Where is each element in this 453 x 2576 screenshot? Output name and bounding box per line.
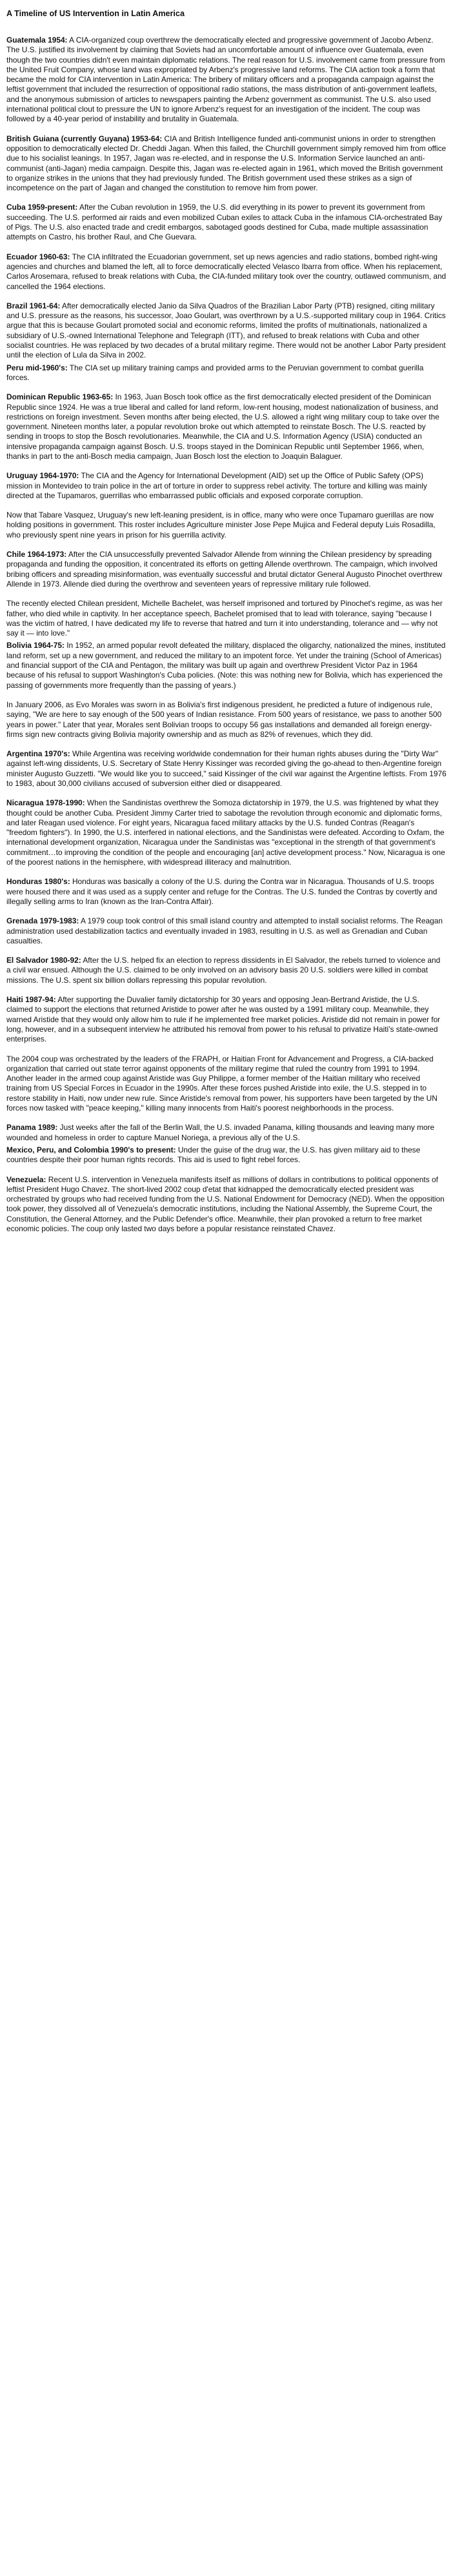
entry-text: The recently elected Chilean president, Michelle Bachelet, was herself imprisoned and tortured by Pinochet's regime, as was her father, who died while in captivity. In her acceptance speech, Bachelet promised that to lead with tolerance, saying "because I was the victim of hatred, I have dedicated my life to reverse that hatred and turn it into understanding, tolerance and — why not say it — into love." [6,599,443,638]
timeline-entry [6,471,447,501]
entry-text: The CIA and the Agency for International Development (AID) set up the Office of Public Safety (OPS) mission in Montevideo to train police in the art of torture in order to suppress rebel activity. The torture and killing was mainly directed at the Tupamaros, guerrillas who embarrassed public officials and exposed corporate corruption. [6,471,427,500]
entry-text: Just weeks after the fall of the Berlin Wall, the U.S. invaded Panama, killing thousands and leaving many more wounded and homeless in order to capture Manuel Noriega, a previous ally of the U.S. [6,1123,435,1142]
entry-heading: Venezuela: [6,1174,46,1184]
timeline-entry [6,550,447,589]
timeline-entry [6,203,447,242]
timeline-entry [6,252,447,292]
timeline-entry [6,700,447,740]
entry-heading: Haiti 1987-94: [6,995,56,1005]
entry-heading: Cuba 1959-present: [6,203,78,212]
entry-heading: Chile 1964-1973: [6,550,67,559]
document-title: A Timeline of US Intervention in Latin America [6,9,185,18]
timeline-entry [6,1054,447,1114]
timeline-entry [6,995,447,1044]
timeline-entry [6,956,447,985]
entry-text: A CIA-organized coup overthrew the democratically elected and progressive government of Jacobo Arbenz. The U.S. justified its involvement by claiming that Soviets had an uncomfortable amount of influence over Guatemala, even though the two countries didn't even maintain diplomatic relations. The real reason for U.S. involvement came from pressure from the United Fruit Company, whose land was expropriated by Arbenz's progressive land reforms. The CIA action took a form that became the mold for CIA intervention in Latin America: The bribery of military officers and a propaganda campaign against the leftist government that included the resurrection of oppositional radio stations, the mass distribution of anti-government leaflets, and the anonymous submission of articles to newspapers painting the Arbenz government as communist. The U.S. also used international political clout to pressure the UN to ignore Arbenz's request for an investigation of the incident. The coup was followed by a 40-year period of instability and brutality in Guatemala. [6,35,445,124]
entry-heading: British Guiana (currently Guyana) 1953-64: [6,134,163,143]
document-page [0,0,453,1234]
entry-text: After democratically elected Janio da Silva Quadros of the Brazilian Labor Party (PTB) resigned, citing military and U.S. pressure as the reasons, his successor, Joao Goulart, was overthrown by a U.S.-supported military coup in 1964. Critics argue that this is because Goulart promoted social and economic reforms, limited the profits of multinationals, nationalized a subsidiary of U.S.-owned International Telephone and Telegraph (ITT), and refused to break relations with Cuba and other socialist countries. He was replaced by two decades of a brutal military regime. There would not be another Labor Party president until the election of Lula da Silva in 2002. [6,301,446,360]
entry-heading: Grenada 1979-1983: [6,916,79,926]
entry-text: In January 2006, as Evo Morales was sworn in as Bolivia's first indigenous president, he predicted a future of indigenous rule, saying, "We are here to say enough of the 500 years of Indian resistance. From 500 years of resistance, we pass to another 500 years in power." Later that year, Morales sent Bolivian troops to occupy 56 gas installations and demanded all foreign energy-firms sign new contracts giving Bolivia majority ownership and as much as 82% of revenues, which they did. [6,699,442,739]
entry-text: Now that Tabare Vasquez, Uruguay's new left-leaning president, is in office, many who were once Tupamaro guerillas are now holding positions in government. This roster includes Agriculture minister Jose Pepe Mujica and Federal deputy Luis Rosadilla, who previously spent nine years in prison for his guerrilla activity. [6,510,436,539]
entry-heading: Panama 1989: [6,1123,58,1132]
entry-heading: Guatemala 1954: [6,35,68,45]
entry-text: CIA and British Intelligence funded anti-communist unions in order to strengthen opposition to democratically elected Dr. Cheddi Jagan. When this failed, the Churchill government simply removed him from office due to his socialist leanings. In 1957, Jagan was re-elected, and in response the U.S. Information Service launched an anti-communist (anti-Jagan) media campaign. Despite this, Jagan was re-elected again in 1961, which moved the British government to organize strikes in the unions that they had previously funded. The British government used these strikes as a sign of incompetence on the part of Jagan and changed the constitution to remove him from power. [6,134,447,193]
timeline-entry [6,641,447,690]
entry-text: Recent U.S. intervention in Venezuela manifests itself as millions of dollars in contributions to political opponents of leftist President Hugo Chavez. The short-lived 2002 coup d'etat that kidnapped the democratically elected president was orchestrated by groups who had received funding from the U.S. National Endowment for Democracy (NED). When the opposition took power, they dissolved all of Venezuela's democratic institutions, including the National Assembly, the Supreme Court, the Constitution, the General Attorney, and the Public Defender's office. Meanwhile, their plan provoked a return to free market economic policies. The coup only lasted two days before a popular resistance reinstated Chavez. [6,1174,445,1233]
entry-text: After the CIA unsuccessfully prevented Salvador Allende from winning the Chilean presidency by spreading propaganda and funding the opposition, it concentrated its efforts on getting Allende overthrown. The campaign, which involved bribing officers and spreading misinformation, was eventually successful and brutal dictator General Augusto Pinochet overthrew Allende in 1973. Allende died during the overthrow and seventeen years of repressive military rule followed. [6,550,443,589]
entry-heading: Peru mid-1960's: [6,363,68,372]
timeline-entry [6,599,447,638]
timeline-entry [6,1123,447,1143]
entry-heading: Uruguay 1964-1970: [6,471,79,481]
timeline-entries [6,35,447,1234]
entry-heading: Brazil 1961-64: [6,301,61,310]
timeline-entry [6,392,447,461]
entry-heading: Dominican Republic 1963-65: [6,392,114,402]
entry-text: In 1963, Juan Bosch took office as the first democratically elected president of the Dominican Republic since 1924. He was a true liberal and called for land reform, low-rent housing, modest nationalization of business, and restrictions on foreign investment. Seven months after being elected, the U.S. allowed a right wing military coup to take over the government. Nineteen months later, a popular revolution broke out which attempted to reinstate Bosch. The U.S. reacted by sending in troops to stop the Bosch revolutionaries. Meanwhile, the CIA and U.S. Information Agency (USIA) conducted an intensive propaganda campaign against Bosch. U.S. troops stayed in the Dominican Republic until September 1966, when, thanks in part to the anti-Bosch media campaign, Juan Bosch lost the election to Joaquin Balaguer. [6,392,439,461]
entry-text: A 1979 coup took control of this small island country and attempted to install socialist reforms. The Reagan administration used destabilization tactics and eventually invaded in 1983, resulting in U.S. as well as Grenadian and Cuban casualties. [6,916,443,945]
entry-text: In 1952, an armed popular revolt defeated the military, displaced the oligarchy, nationalized the mines, instituted land reform, set up a new government, and reduced the military to an impotent force. Yet under the training (School of Americas) and financial support of the CIA and Pentagon, the military was built up again and overthrew President Victor Paz in 1964 because of his refusal to support Washington's Cuba policies. (Note: this was nothing new for Bolivia, which has experienced the passing of governments more frequently than the passing of years.) [6,641,446,690]
entry-text: After the U.S. helped fix an election to repress dissidents in El Salvador, the rebels turned to violence and a civil war ensued. Although the U.S. claimed to be only involved on an advisory basis 20 U.S. soldiers were killed in combat missions. The U.S. spent six billion dollars repressing this popular revolution. [6,956,441,985]
entry-text: While Argentina was receiving worldwide condemnation for their human rights abuses during the "Dirty War" against left-wing dissidents, U.S. Secretary of State Henry Kissinger was recorded giving the go-ahead to then-Argentine foreign minister Augusto Guzzetti. "We would like you to succeed," said Kissinger of the civil war against the Argentine leftists. From 1976 to 1983, about 30,000 civilians accused of subversion either died or disappeared. [6,749,447,788]
timeline-entry [6,363,447,383]
entry-text: Under the guise of the drug war, the U.S. has given military aid to these countries despite their poor human rights records. This aid is used to fight rebel forces. [6,1145,421,1165]
entry-heading: Bolivia 1964-75: [6,641,65,650]
entry-text: The 2004 coup was orchestrated by the leaders of the FRAPH, or Haitian Front for Advancement and Progress, a CIA-backed organization that carried out state terror against opponents of the military regime that ruled the country from 1991 to 1994. Another leader in the armed coup against Aristide was Guy Philippe, a former member of the Haitian military who received training from US Special Forces in Ecuador in the 1990s. After these forces pushed Aristide into exile, the U.S. stepped in to restore stability in Haiti, now under new rule. Since Aristide's removal from power, his supporters have been targeted by the UN forces now tasked with "peace keeping," killing many innocents from Haiti's poorest neighborhoods in the process. [6,1054,438,1113]
timeline-entry [6,301,447,361]
timeline-entry [6,35,447,125]
entry-text: After the Cuban revolution in 1959, the U.S. did everything in its power to prevent its government from succeeding. The U.S. performed air raids and even mobilized Cuban exiles to attack Cuba in the infamous CIA-orchestrated Bay of Pigs. The U.S. also enacted trade and credit embargos, sabotaged goods destined for Cuba, made multiple assassination attempts on Castro, his brother Raul, and Che Guevara. [6,203,443,242]
timeline-entry [6,916,447,946]
entry-heading: Mexico, Peru, and Colombia 1990's to present: [6,1145,176,1154]
entry-heading: Nicaragua 1978-1990: [6,798,85,808]
timeline-entry [6,1145,447,1165]
entry-heading: Argentina 1970's: [6,749,70,759]
entry-text: Honduras was basically a colony of the U.S. during the Contra war in Nicaragua. Thousands of U.S. troops were housed there and it was used as a supply center and refuge for the Contras. The U.S. funded the Contras by covertly and illegally selling arms to Iran (known as the Iran-Contra Affair). [6,877,438,906]
entry-text: When the Sandinistas overthrew the Somoza dictatorship in 1979, the U.S. was frightened by what they thought could be another Cuba. President Jimmy Carter tried to sabotage the revolution through economic and diplomatic forms, and later Reagan used violence. For eight years, Nicaragua faced military attacks by the U.S. funded Contras (Reagan's "freedom fighters"). In 1990, the U.S. interfered in national elections, and the Sandinistas were defeated. According to Oxfam, the international development organization, Nicaragua under the Sandinistas was "exceptional in the strength of that government's commitment…to improving the condition of the people and encouraging [an] active development process." Now, Nicaragua is one of the poorest nations in the hemisphere, with widespread illiteracy and malnutrition. [6,798,445,867]
entry-heading: Honduras 1980's: [6,877,70,887]
timeline-entry [6,1175,447,1234]
timeline-entry [6,510,447,540]
timeline-entry [6,134,447,194]
timeline-entry [6,877,447,907]
entry-heading: Ecuador 1960-63: [6,252,70,261]
entry-text: The CIA infiltrated the Ecuadorian government, set up news agencies and radio stations, bombed right-wing agencies and churches and blamed the left, all to force democratically elected Velasco Ibarra from office. When his replacement, Carlos Arosemara, refused to break relations with Cuba, the CIA-funded military took over the country, outlawed communism, and cancelled the 1964 elections. [6,252,447,291]
entry-heading: El Salvador 1980-92: [6,956,81,965]
timeline-entry [6,798,447,867]
entry-text: After supporting the Duvalier family dictatorship for 30 years and opposing Jean-Bertrand Aristide, the U.S. claimed to support the elections that returned Aristide to power after he was ousted by a 1991 military coup. Meanwhile, they warned Aristide that they would only allow him to rule if he implemented free market policies. Aristide did not remain in power for long, however, and in a subsequent interview he attributed his removal from power to his refusal to privatize Haiti's state-owned enterprises. [6,995,441,1044]
entry-text: The CIA set up military training camps and provided arms to the Peruvian government to combat guerilla forces. [6,363,424,382]
timeline-entry [6,749,447,789]
